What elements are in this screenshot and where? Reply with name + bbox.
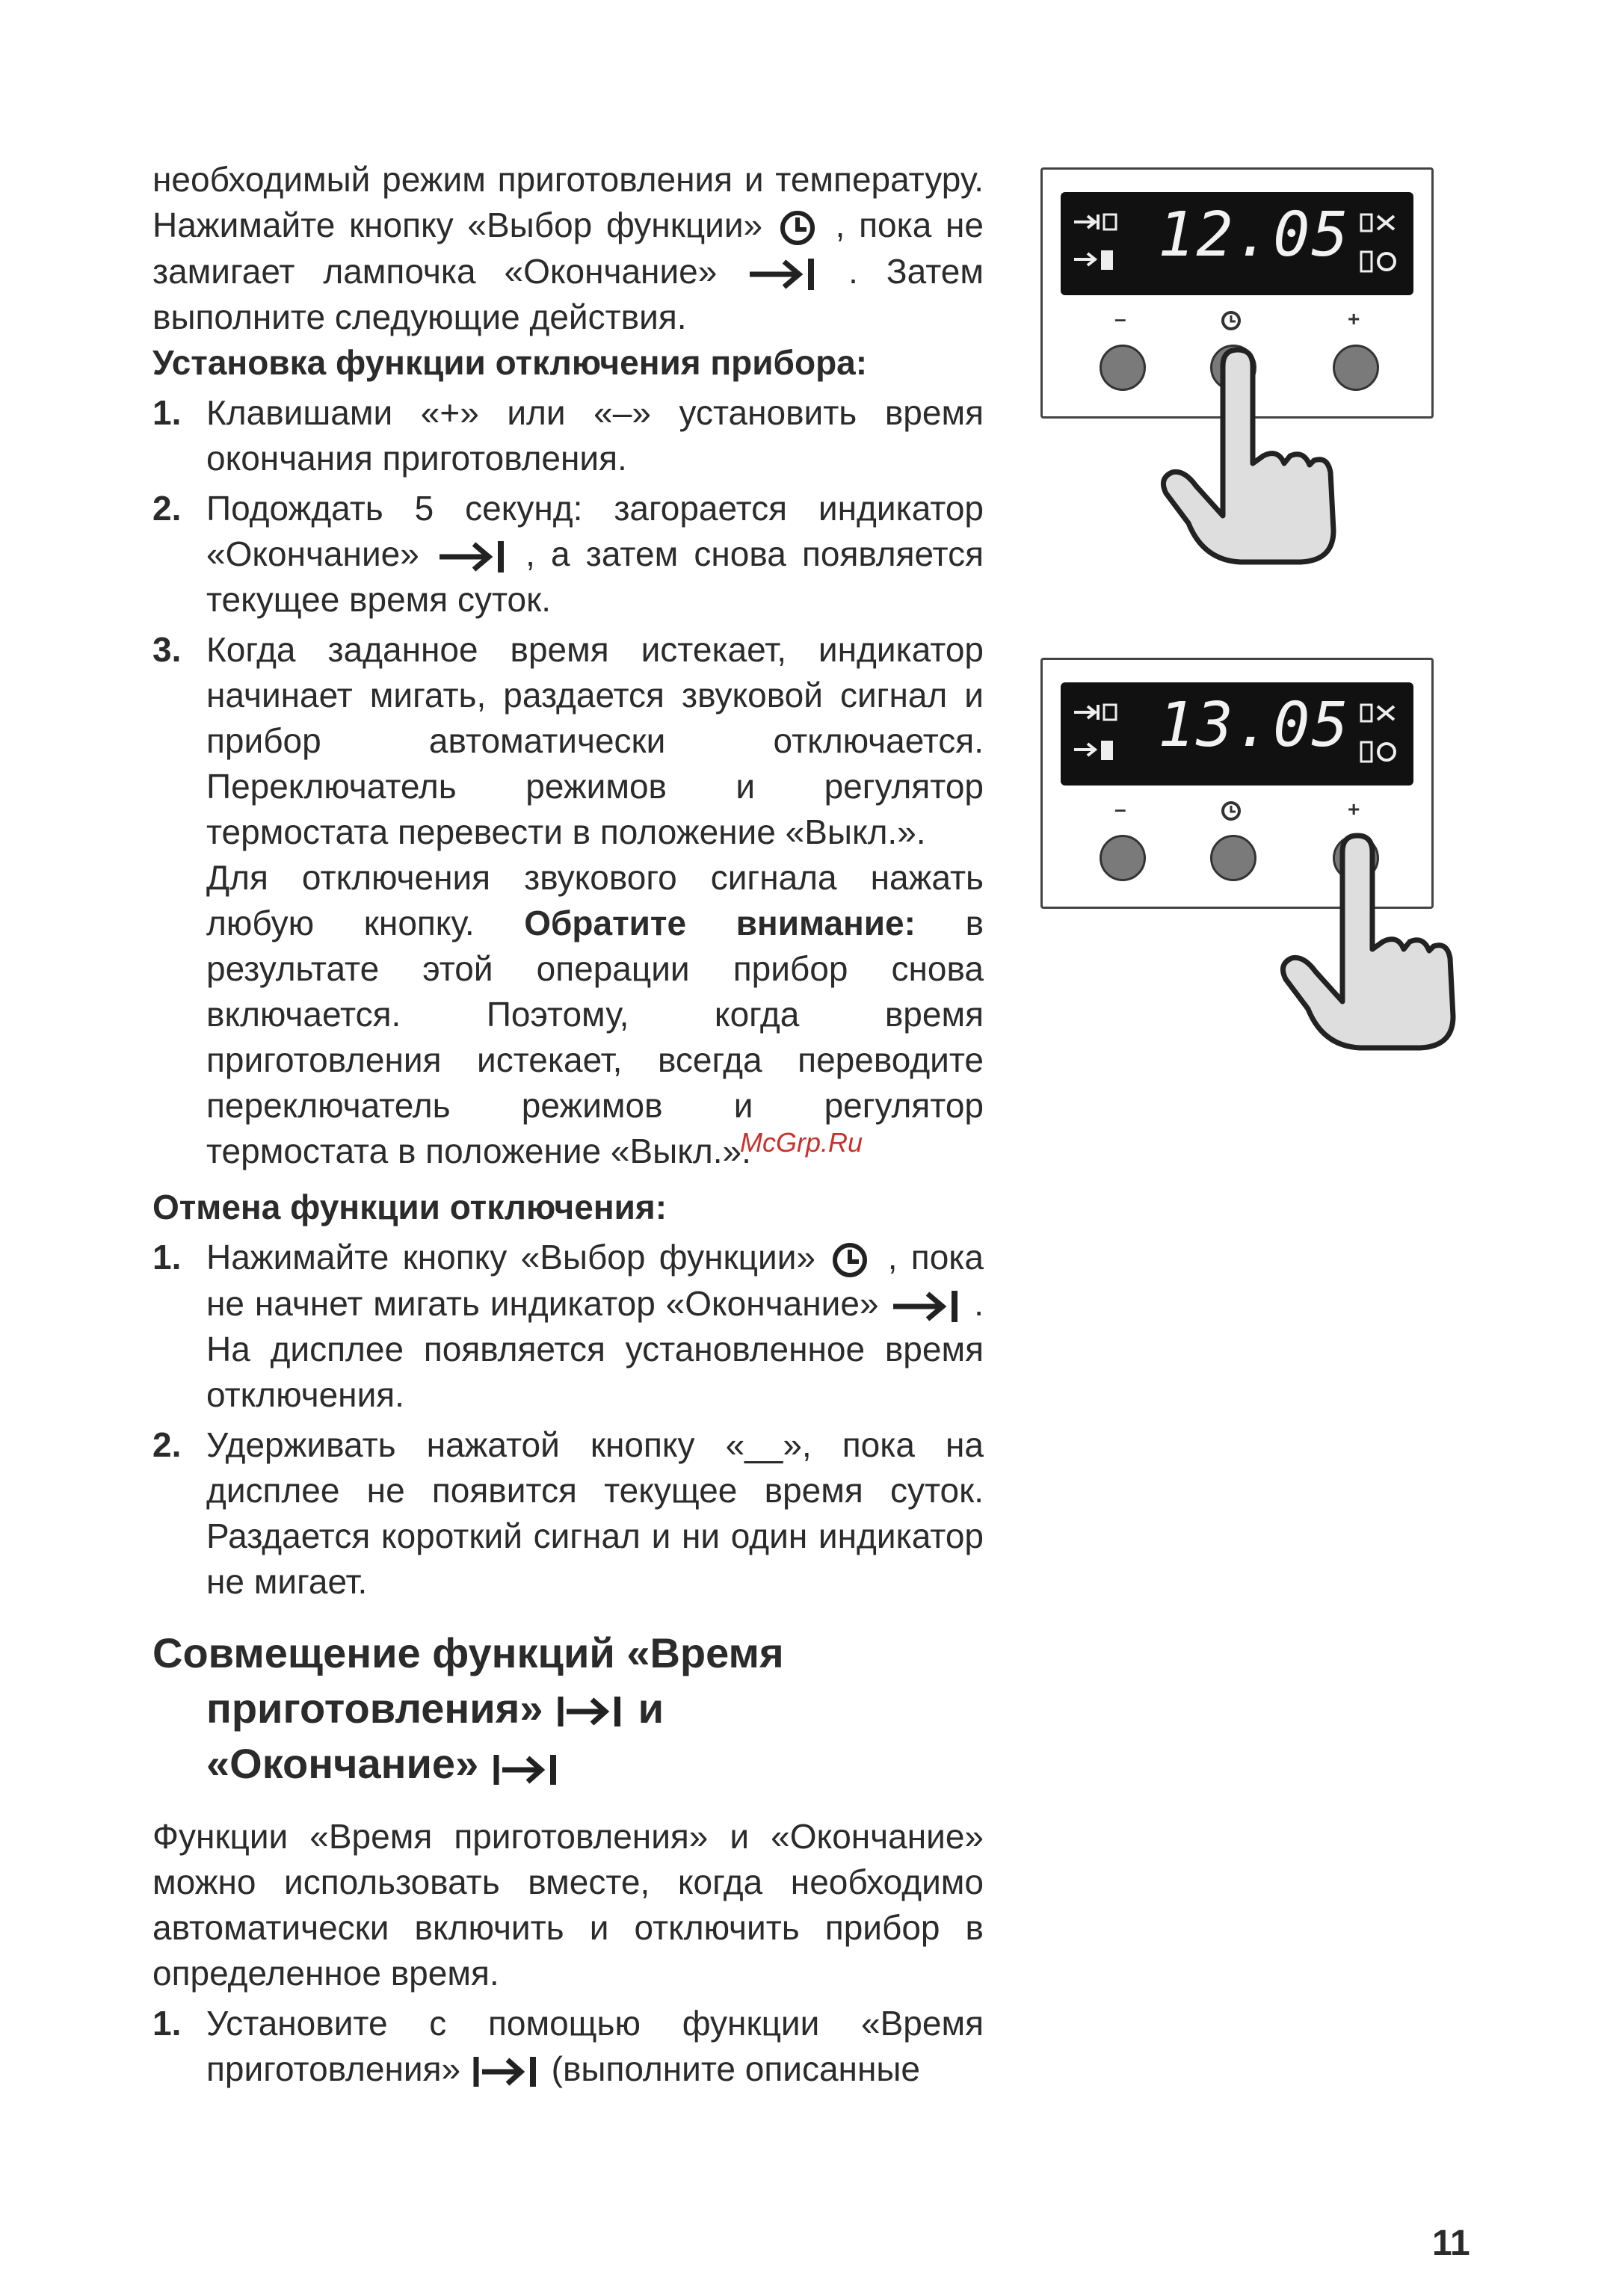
minus-button[interactable] [1100, 345, 1146, 391]
note-bold: Обратите внимание: [524, 903, 916, 942]
section-cancel-heading: Отмена функции отключения: [152, 1187, 667, 1226]
section-set-heading: Установка функции отключения прибора: [152, 342, 868, 382]
cook-time-icon [490, 1744, 562, 1789]
intro-text-3: . Затем выполните следующие действия. [152, 251, 984, 336]
list-item [152, 390, 984, 481]
hand-pointer-icon [1151, 344, 1375, 568]
list-item [152, 1422, 984, 1605]
clock-function-icon [829, 1239, 874, 1281]
note-paragraph [152, 855, 984, 1174]
list-text: . На дисплее появляется установленное время отключения. [206, 1283, 984, 1414]
list-text: Когда заданное время истекает, индикатор начинает мигать, раздается звуковой сигнал и прибор автоматически отключается. Переключатель режимов и регулятор термостата перевести в положение «Выкл.». [206, 629, 984, 851]
list-text: , а затем снова появляется текущее время суток. [206, 534, 984, 619]
title-text: «Окончание» [206, 1739, 479, 1787]
display-screen [1061, 192, 1413, 295]
list-item [152, 627, 984, 855]
display-screen [1061, 682, 1413, 786]
plus-label: + [1348, 797, 1360, 821]
title-line-2 [152, 1681, 984, 1736]
list-number: 1. [152, 392, 182, 432]
display-time: 12.05 [1158, 200, 1350, 271]
clock-button[interactable] [1210, 835, 1256, 881]
cook-time-icon [470, 2053, 542, 2090]
list-item [152, 486, 984, 623]
list-text: Нажимайте кнопку «Выбор функции» [206, 1237, 815, 1277]
indicator-icons-left [1071, 209, 1123, 283]
title-line-1: Совмещение функций «Время [152, 1629, 784, 1676]
list-number: 2. [152, 1425, 182, 1464]
end-arrow-icon [745, 256, 820, 293]
title-text: приготовления» [206, 1684, 543, 1732]
list-item [152, 1235, 984, 1418]
page-number: 11 [1432, 2224, 1470, 2263]
title-text: и [638, 1684, 664, 1732]
clock-function-icon [777, 207, 821, 249]
intro-text-1: необходимый режим приготовления и температуру. Нажимайте кнопку «Выбор функции» [152, 160, 984, 244]
title-line-3 [152, 1736, 984, 1792]
minus-label: – [1114, 797, 1126, 821]
note-text-2: в результате этой операции прибор снова включается. Поэтому, когда время приготовления истекает, всегда переводите переключатель режимов и регулятор термостата в положение «Выкл.». [206, 903, 984, 1170]
combine-paragraph: Функции «Время приготовления» и «Окончание» можно использовать вместе, когда необходимо автоматически включить и отключить прибор в определенное время. [152, 1816, 984, 1993]
list-text: Подождать 5 секунд: загорается индикатор «Окончание» [206, 488, 984, 573]
list-number: 1. [152, 2003, 182, 2043]
end-arrow-icon [889, 1288, 963, 1325]
hand-pointer-icon [1271, 830, 1495, 1054]
list-text: Удерживать нажатой кнопку «__», пока на дисплее не появится текущее время суток. Раздается короткий сигнал и ни один индикатор не мигает. [206, 1425, 984, 1601]
plus-label: + [1348, 307, 1360, 330]
clock-label-icon [1219, 309, 1243, 333]
display-time: 13.05 [1158, 690, 1350, 761]
list-text: (выполните описанные [551, 2049, 921, 2088]
list-text: Установите с помощью функции «Время приготовления» [206, 2003, 984, 2088]
text-column [152, 157, 984, 2092]
list-number: 3. [152, 629, 182, 669]
cook-time-icon [555, 1692, 626, 1731]
minus-label: – [1114, 307, 1126, 330]
intro-text-2: , пока не замигает лампочка «Окончание» [152, 206, 984, 291]
note-text-1: Для отключения звукового сигнала нажать любую кнопку. [206, 857, 984, 942]
clock-label-icon [1219, 799, 1243, 823]
list-text: Клавишами «+» или «–» установить время окончания приготовления. [206, 392, 984, 478]
end-arrow-icon [435, 538, 510, 575]
list-number: 1. [152, 1237, 182, 1277]
indicator-icons-left [1071, 699, 1123, 774]
list-number: 2. [152, 488, 182, 528]
watermark: McGrp.Ru [740, 1127, 863, 1158]
section-combine-title [152, 1626, 984, 1792]
indicator-icons-right [1357, 697, 1406, 772]
minus-button[interactable] [1100, 835, 1146, 881]
indicator-icons-right [1357, 207, 1406, 282]
intro-paragraph [152, 157, 984, 340]
list-text: , пока не начнет мигать индикатор «Окончание» [206, 1237, 984, 1323]
list-item [152, 2001, 984, 2092]
